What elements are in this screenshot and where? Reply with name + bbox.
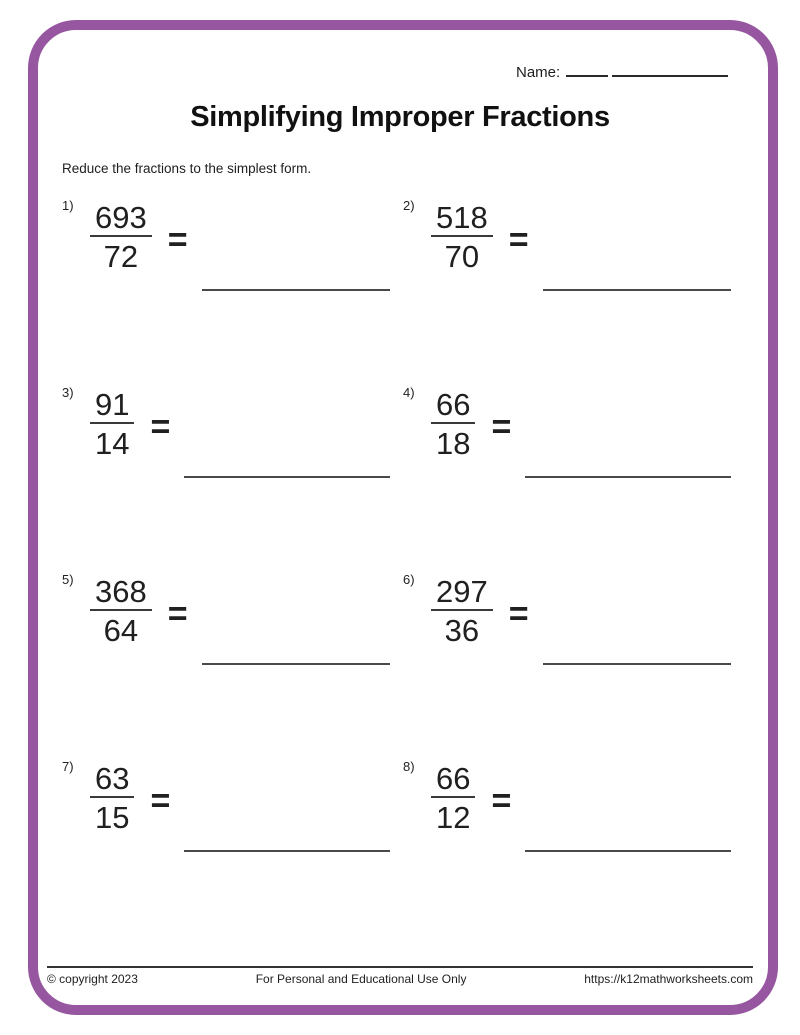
name-blank-line	[612, 60, 728, 77]
footer-copyright: © copyright 2023	[47, 972, 138, 986]
fraction	[431, 387, 475, 462]
equals-sign: =	[491, 781, 512, 820]
answer-blank-line	[202, 569, 390, 665]
name-blank-line	[566, 60, 608, 77]
problem-item	[62, 382, 390, 478]
problem-number: 2)	[403, 198, 415, 213]
fraction	[90, 574, 152, 649]
fraction-numerator: 66	[436, 387, 471, 422]
fraction-denominator: 15	[90, 796, 134, 835]
fraction-numerator: 91	[95, 387, 130, 422]
problem-item	[403, 756, 731, 852]
fraction-denominator: 36	[431, 609, 493, 648]
problem-number: 6)	[403, 572, 415, 587]
answer-blank-line	[184, 382, 390, 478]
equals-sign: =	[167, 594, 188, 633]
name-label: Name:	[516, 64, 561, 81]
problem-number: 3)	[62, 385, 74, 400]
fraction	[431, 761, 475, 836]
fraction-numerator: 518	[436, 200, 488, 235]
answer-blank-line	[525, 756, 731, 852]
fraction	[90, 761, 134, 836]
footer-usage-text: For Personal and Educational Use Only	[255, 972, 467, 986]
equals-sign: =	[150, 407, 171, 446]
footer	[47, 972, 753, 986]
fraction-numerator: 693	[95, 200, 147, 235]
name-field	[516, 60, 728, 81]
fraction	[90, 200, 152, 275]
equals-sign: =	[491, 407, 512, 446]
problem-item	[403, 569, 731, 665]
fraction-numerator: 368	[95, 574, 147, 609]
problem-item	[62, 569, 390, 665]
fraction	[90, 387, 134, 462]
footer-divider	[47, 966, 753, 968]
footer-url: https://k12mathworksheets.com	[584, 972, 753, 986]
fraction-denominator: 14	[90, 422, 134, 461]
answer-blank-line	[525, 382, 731, 478]
fraction	[431, 200, 493, 275]
equals-sign: =	[150, 781, 171, 820]
fraction-denominator: 72	[90, 235, 152, 274]
answer-blank-line	[184, 756, 390, 852]
fraction-denominator: 64	[90, 609, 152, 648]
fraction	[431, 574, 493, 649]
fraction-denominator: 12	[431, 796, 475, 835]
problem-item	[62, 195, 390, 291]
problem-number: 4)	[403, 385, 415, 400]
problem-number: 7)	[62, 759, 74, 774]
answer-blank-line	[202, 195, 390, 291]
problem-item	[403, 195, 731, 291]
fraction-denominator: 70	[431, 235, 493, 274]
fraction-numerator: 297	[436, 574, 488, 609]
fraction-numerator: 66	[436, 761, 471, 796]
instructions-text: Reduce the fractions to the simplest form.	[62, 161, 312, 176]
answer-blank-line	[543, 195, 731, 291]
page-title: Simplifying Improper Fractions	[190, 101, 610, 133]
problem-item	[62, 756, 390, 852]
equals-sign: =	[508, 594, 529, 633]
equals-sign: =	[167, 220, 188, 259]
problems-grid	[62, 195, 731, 852]
problem-number: 1)	[62, 198, 74, 213]
fraction-numerator: 63	[95, 761, 130, 796]
problem-item	[403, 382, 731, 478]
problem-number: 8)	[403, 759, 415, 774]
fraction-denominator: 18	[431, 422, 475, 461]
problem-number: 5)	[62, 572, 74, 587]
answer-blank-line	[543, 569, 731, 665]
equals-sign: =	[508, 220, 529, 259]
